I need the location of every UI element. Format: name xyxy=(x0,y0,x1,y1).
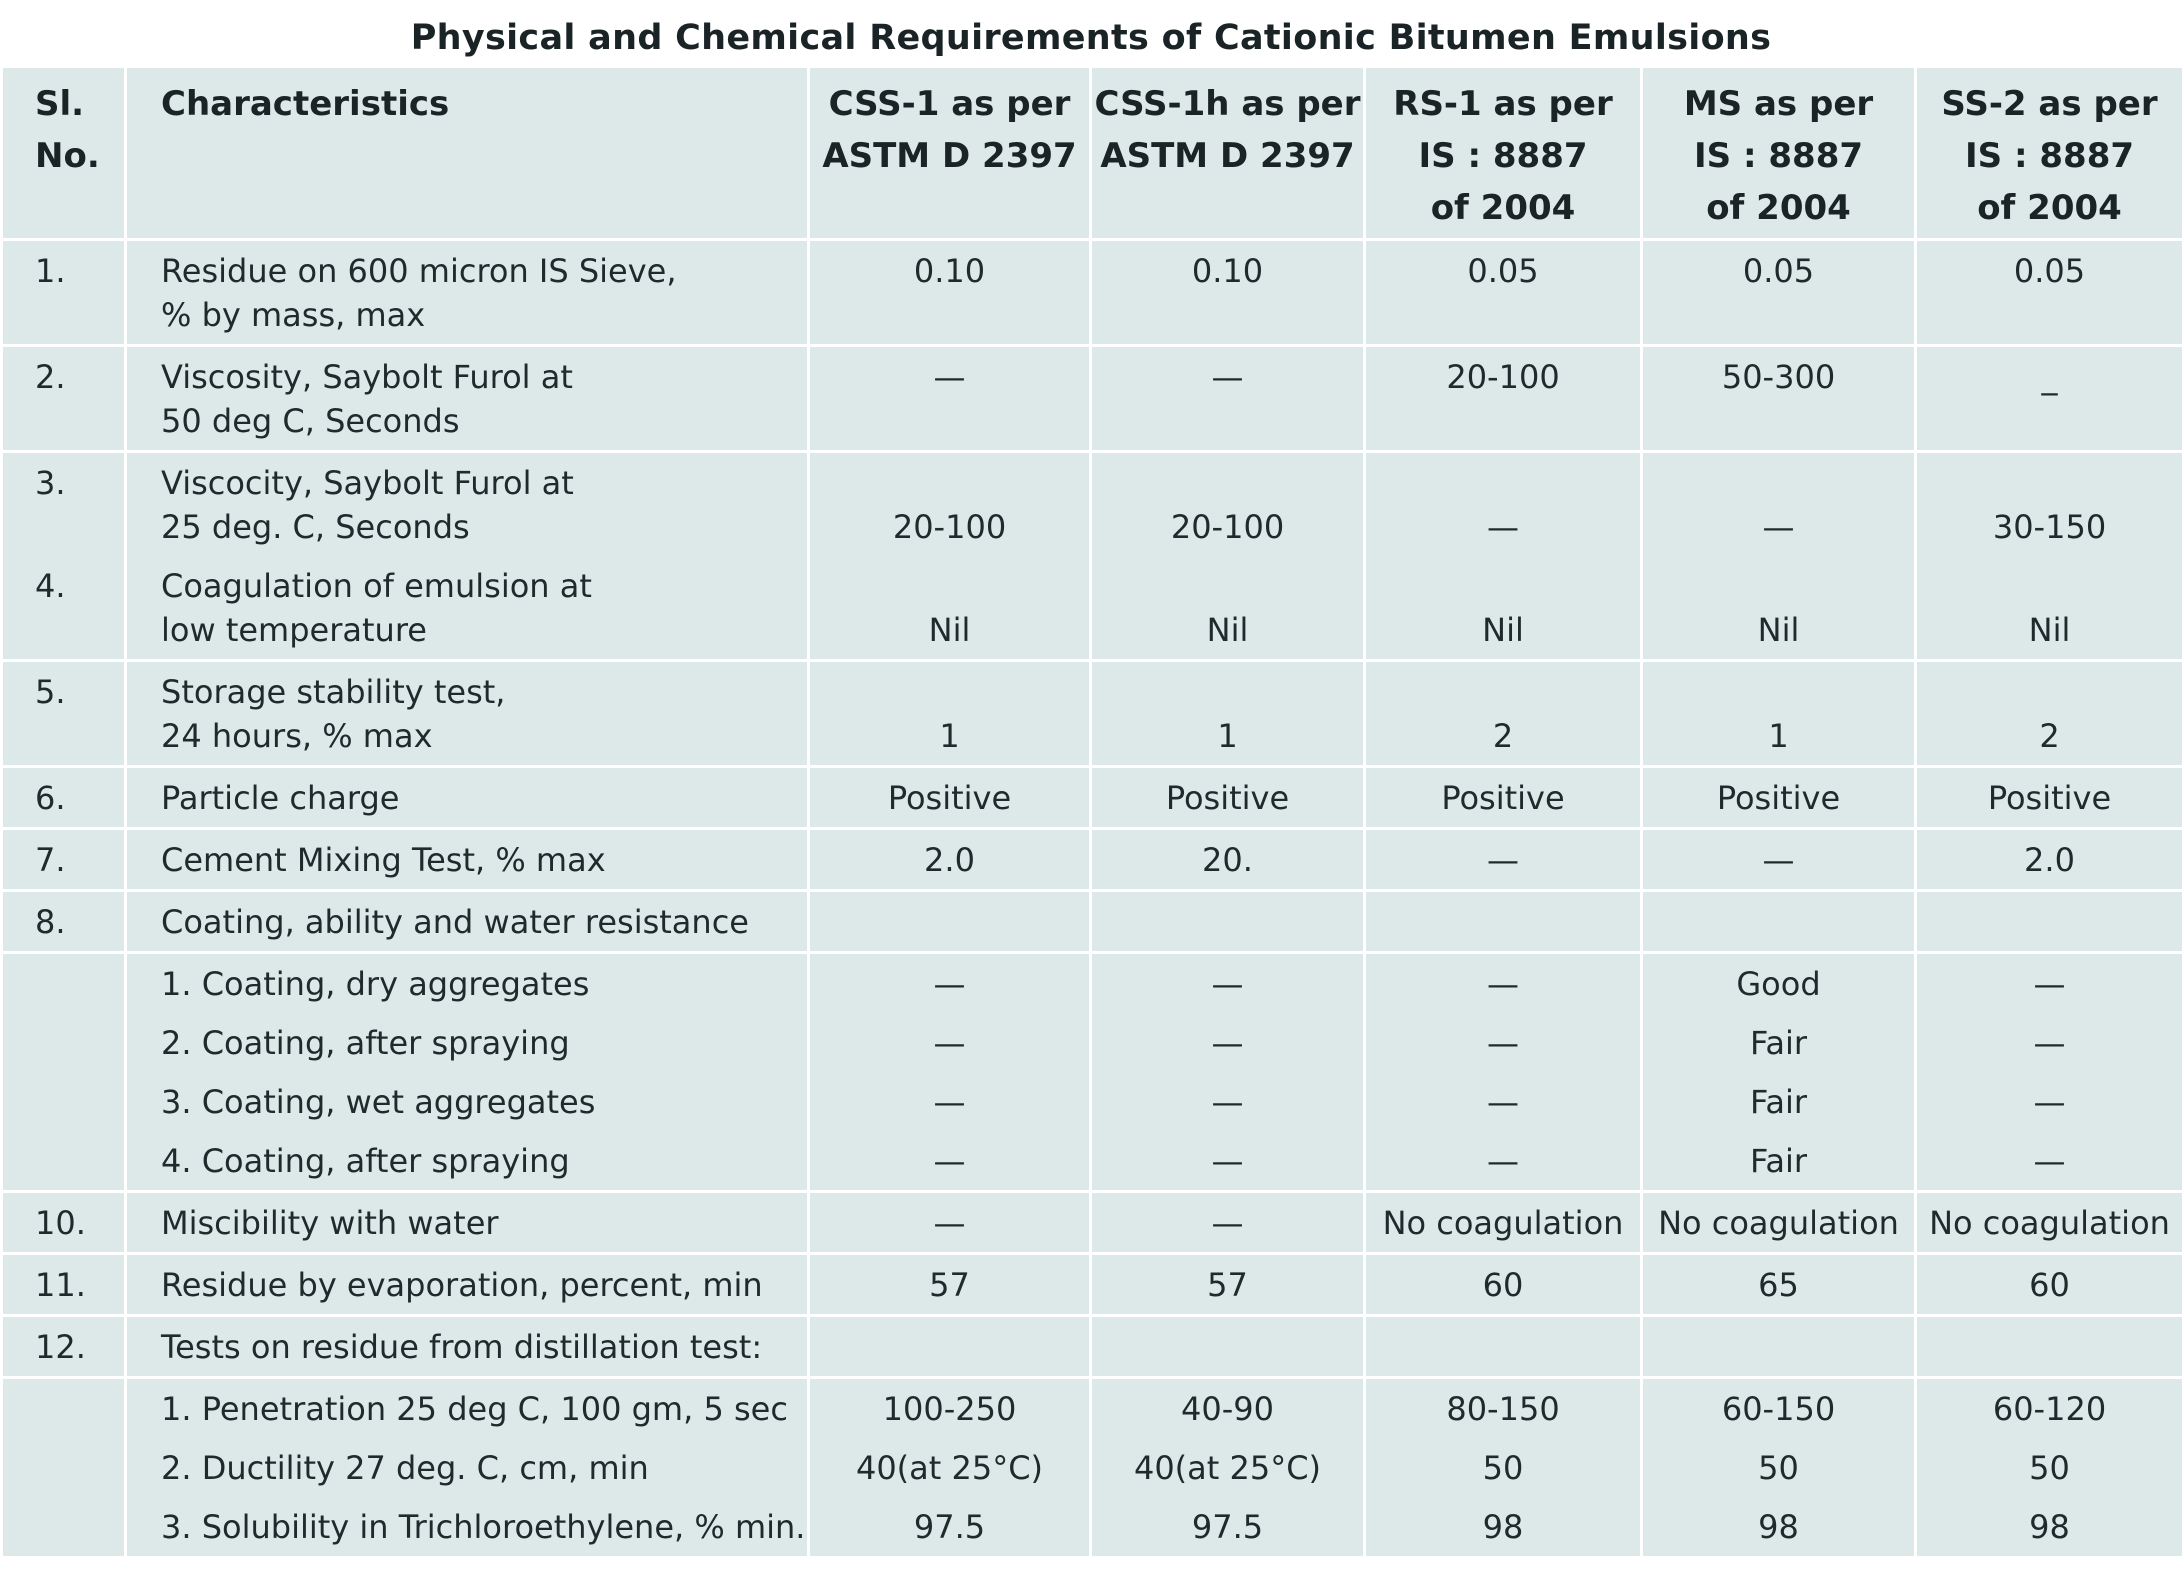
value-rs-1: — xyxy=(1365,1013,1642,1072)
value-css-1h xyxy=(1091,891,1365,953)
row-number: 3. xyxy=(2,452,126,557)
value-ms: 98 xyxy=(1642,1497,1916,1556)
header-sl-no xyxy=(2,68,126,240)
value-rs-1: 2 xyxy=(1365,661,1642,767)
characteristic-line: low temperature xyxy=(161,611,427,649)
value-ms: Fair xyxy=(1642,1072,1916,1131)
value-css-1h: 1 xyxy=(1091,661,1365,767)
header-sl-line1: Sl. xyxy=(35,84,85,124)
table-row xyxy=(2,1013,2182,1072)
table-row xyxy=(2,1378,2182,1439)
characteristic-line: Viscosity, Saybolt Furol at xyxy=(161,358,573,396)
value-rs-1 xyxy=(1365,1316,1642,1378)
value-css-1: 2.0 xyxy=(809,829,1091,891)
value-ss-2: 60-120 xyxy=(1916,1378,2182,1439)
table-row xyxy=(2,346,2182,452)
value-css-1h: 97.5 xyxy=(1091,1497,1365,1556)
header-ms-line2: IS : 8887 xyxy=(1693,136,1864,176)
table-row xyxy=(2,1316,2182,1378)
characteristic: 1. Coating, dry aggregates xyxy=(126,953,809,1014)
header-css-1 xyxy=(809,68,1091,240)
header-ss-2 xyxy=(1916,68,2182,240)
header-row xyxy=(2,68,2182,240)
value-css-1: — xyxy=(809,953,1091,1014)
value-ms: 1 xyxy=(1642,661,1916,767)
value-ms: Good xyxy=(1642,953,1916,1014)
characteristic: Residue by evaporation, percent, min xyxy=(126,1254,809,1316)
value-ss-2: — xyxy=(1916,953,2182,1014)
value-css-1: Positive xyxy=(809,767,1091,829)
value-ss-2: 30-150 xyxy=(1916,452,2182,557)
value-ss-2: 50 xyxy=(1916,1438,2182,1497)
value-ss-2: 60 xyxy=(1916,1254,2182,1316)
table-row xyxy=(2,1131,2182,1192)
characteristic: 4. Coating, after spraying xyxy=(126,1131,809,1192)
value-ms xyxy=(1642,1316,1916,1378)
characteristic xyxy=(126,661,809,767)
table-title: Physical and Chemical Requirements of Cationic Bitumen Emulsions xyxy=(410,18,1772,58)
table-row xyxy=(2,767,2182,829)
header-css-1h xyxy=(1091,68,1365,240)
characteristic: 1. Penetration 25 deg C, 100 gm, 5 sec xyxy=(126,1378,809,1439)
row-number: 8. xyxy=(2,891,126,953)
table-row xyxy=(2,1497,2182,1556)
value-rs-1: 60 xyxy=(1365,1254,1642,1316)
value-rs-1: 50 xyxy=(1365,1438,1642,1497)
row-number xyxy=(2,953,126,1014)
characteristic: Miscibility with water xyxy=(126,1192,809,1254)
header-css-1-line1: CSS-1 as per xyxy=(828,84,1071,124)
value-rs-1: 80-150 xyxy=(1365,1378,1642,1439)
row-number: 1. xyxy=(2,240,126,346)
header-ss-2-line3: of 2004 xyxy=(1977,188,2122,228)
value-ss-2: — xyxy=(1916,1013,2182,1072)
characteristic: 3. Solubility in Trichloroethylene, % min. xyxy=(126,1497,809,1556)
value-ss-2: — xyxy=(1916,1131,2182,1192)
characteristic: 3. Coating, wet aggregates xyxy=(126,1072,809,1131)
value-ms: Fair xyxy=(1642,1013,1916,1072)
value-ss-2: 98 xyxy=(1916,1497,2182,1556)
row-number: 11. xyxy=(2,1254,126,1316)
header-css-1h-line1: CSS-1h as per xyxy=(1094,84,1361,124)
value-ms: Nil xyxy=(1642,556,1916,661)
table-row xyxy=(2,1438,2182,1497)
table-row xyxy=(2,891,2182,953)
value-rs-1: 20-100 xyxy=(1365,346,1642,452)
value-ss-2: 2.0 xyxy=(1916,829,2182,891)
characteristic: Particle charge xyxy=(126,767,809,829)
value-ms: 0.05 xyxy=(1642,240,1916,346)
value-ss-2: 0.05 xyxy=(1916,240,2182,346)
header-ms-line1: MS as per xyxy=(1683,84,1874,124)
row-number xyxy=(2,1072,126,1131)
value-css-1h: 20. xyxy=(1091,829,1365,891)
row-number: 4. xyxy=(2,556,126,661)
row-number xyxy=(2,1438,126,1497)
characteristic: Cement Mixing Test, % max xyxy=(126,829,809,891)
value-css-1h: 20-100 xyxy=(1091,452,1365,557)
header-ms xyxy=(1642,68,1916,240)
table-row xyxy=(2,953,2182,1014)
characteristic-line: 24 hours, % max xyxy=(161,717,433,755)
value-css-1: 20-100 xyxy=(809,452,1091,557)
characteristic xyxy=(126,346,809,452)
value-ms: No coagulation xyxy=(1642,1192,1916,1254)
header-ss-2-line1: SS-2 as per xyxy=(1941,84,2158,124)
value-css-1h: — xyxy=(1091,346,1365,452)
value-css-1h: — xyxy=(1091,1072,1365,1131)
value-css-1h: — xyxy=(1091,1013,1365,1072)
table-row xyxy=(2,1192,2182,1254)
table-row xyxy=(2,829,2182,891)
value-css-1h: Positive xyxy=(1091,767,1365,829)
value-rs-1: 98 xyxy=(1365,1497,1642,1556)
characteristic-line: % by mass, max xyxy=(161,296,426,334)
characteristic: 2. Coating, after spraying xyxy=(126,1013,809,1072)
header-rs-1-line3: of 2004 xyxy=(1430,188,1576,228)
value-ss-2: _ xyxy=(1916,346,2182,452)
value-css-1: 40(at 25°C) xyxy=(809,1438,1091,1497)
table-row xyxy=(2,556,2182,661)
value-css-1: — xyxy=(809,346,1091,452)
value-rs-1: — xyxy=(1365,1072,1642,1131)
value-css-1h: 57 xyxy=(1091,1254,1365,1316)
value-css-1h: 40-90 xyxy=(1091,1378,1365,1439)
value-css-1 xyxy=(809,891,1091,953)
value-css-1: — xyxy=(809,1192,1091,1254)
row-number xyxy=(2,1013,126,1072)
characteristic-line: 50 deg C, Seconds xyxy=(161,402,460,440)
characteristic: Tests on residue from distillation test: xyxy=(126,1316,809,1378)
value-ms: Positive xyxy=(1642,767,1916,829)
value-css-1h: — xyxy=(1091,1131,1365,1192)
value-rs-1: — xyxy=(1365,1131,1642,1192)
row-number: 2. xyxy=(2,346,126,452)
row-number xyxy=(2,1497,126,1556)
row-number: 7. xyxy=(2,829,126,891)
value-ss-2 xyxy=(1916,891,2182,953)
characteristic-line: Storage stability test, xyxy=(161,673,506,711)
header-sl-line2: No. xyxy=(35,136,100,176)
value-rs-1: — xyxy=(1365,953,1642,1014)
value-rs-1: 0.05 xyxy=(1365,240,1642,346)
value-ms: — xyxy=(1642,829,1916,891)
row-number: 6. xyxy=(2,767,126,829)
value-ms: — xyxy=(1642,452,1916,557)
value-rs-1: — xyxy=(1365,452,1642,557)
value-ms xyxy=(1642,891,1916,953)
value-ss-2: — xyxy=(1916,1072,2182,1131)
characteristic xyxy=(126,556,809,661)
value-css-1h: — xyxy=(1091,953,1365,1014)
characteristic-line: 25 deg. C, Seconds xyxy=(161,508,470,546)
characteristic-line: Viscocity, Saybolt Furol at xyxy=(161,464,574,502)
value-css-1 xyxy=(809,1316,1091,1378)
value-css-1: 100-250 xyxy=(809,1378,1091,1439)
value-css-1h: Nil xyxy=(1091,556,1365,661)
value-css-1: 57 xyxy=(809,1254,1091,1316)
value-css-1h: 0.10 xyxy=(1091,240,1365,346)
table-row xyxy=(2,1254,2182,1316)
header-characteristics: Characteristics xyxy=(126,68,809,240)
value-css-1: — xyxy=(809,1072,1091,1131)
value-ms: 50-300 xyxy=(1642,346,1916,452)
table-row xyxy=(2,661,2182,767)
value-ss-2 xyxy=(1916,1316,2182,1378)
value-css-1: 97.5 xyxy=(809,1497,1091,1556)
header-css-1-line2: ASTM D 2397 xyxy=(822,136,1077,176)
value-ms: 50 xyxy=(1642,1438,1916,1497)
value-css-1h: — xyxy=(1091,1192,1365,1254)
value-css-1h: 40(at 25°C) xyxy=(1091,1438,1365,1497)
table-row xyxy=(2,1072,2182,1131)
row-number xyxy=(2,1378,126,1439)
row-number: 5. xyxy=(2,661,126,767)
value-rs-1: — xyxy=(1365,829,1642,891)
characteristic: Coating, ability and water resistance xyxy=(126,891,809,953)
value-ms: 60-150 xyxy=(1642,1378,1916,1439)
value-css-1h xyxy=(1091,1316,1365,1378)
header-css-1h-line2: ASTM D 2397 xyxy=(1100,136,1355,176)
value-rs-1: Nil xyxy=(1365,556,1642,661)
header-ms-line3: of 2004 xyxy=(1706,188,1851,228)
header-rs-1-line1: RS-1 as per xyxy=(1393,84,1613,124)
requirements-table xyxy=(0,68,2182,1556)
header-rs-1-line2: IS : 8887 xyxy=(1418,136,1588,176)
value-css-1: Nil xyxy=(809,556,1091,661)
value-css-1: — xyxy=(809,1013,1091,1072)
value-ss-2: Nil xyxy=(1916,556,2182,661)
header-ss-2-line2: IS : 8887 xyxy=(1964,136,2135,176)
characteristic-line: Coagulation of emulsion at xyxy=(161,567,592,605)
characteristic: 2. Ductility 27 deg. C, cm, min xyxy=(126,1438,809,1497)
value-ss-2: 2 xyxy=(1916,661,2182,767)
value-rs-1 xyxy=(1365,891,1642,953)
value-ms: 65 xyxy=(1642,1254,1916,1316)
row-number xyxy=(2,1131,126,1192)
value-ms: Fair xyxy=(1642,1131,1916,1192)
value-ss-2: Positive xyxy=(1916,767,2182,829)
characteristic-line: Residue on 600 micron IS Sieve, xyxy=(161,252,677,290)
value-rs-1: Positive xyxy=(1365,767,1642,829)
value-css-1: 0.10 xyxy=(809,240,1091,346)
value-ss-2: No coagulation xyxy=(1916,1192,2182,1254)
row-number: 10. xyxy=(2,1192,126,1254)
table-row xyxy=(2,452,2182,557)
row-number: 12. xyxy=(2,1316,126,1378)
characteristic xyxy=(126,240,809,346)
value-css-1: 1 xyxy=(809,661,1091,767)
value-css-1: — xyxy=(809,1131,1091,1192)
table-row xyxy=(2,240,2182,346)
value-rs-1: No coagulation xyxy=(1365,1192,1642,1254)
characteristic xyxy=(126,452,809,557)
header-rs-1 xyxy=(1365,68,1642,240)
